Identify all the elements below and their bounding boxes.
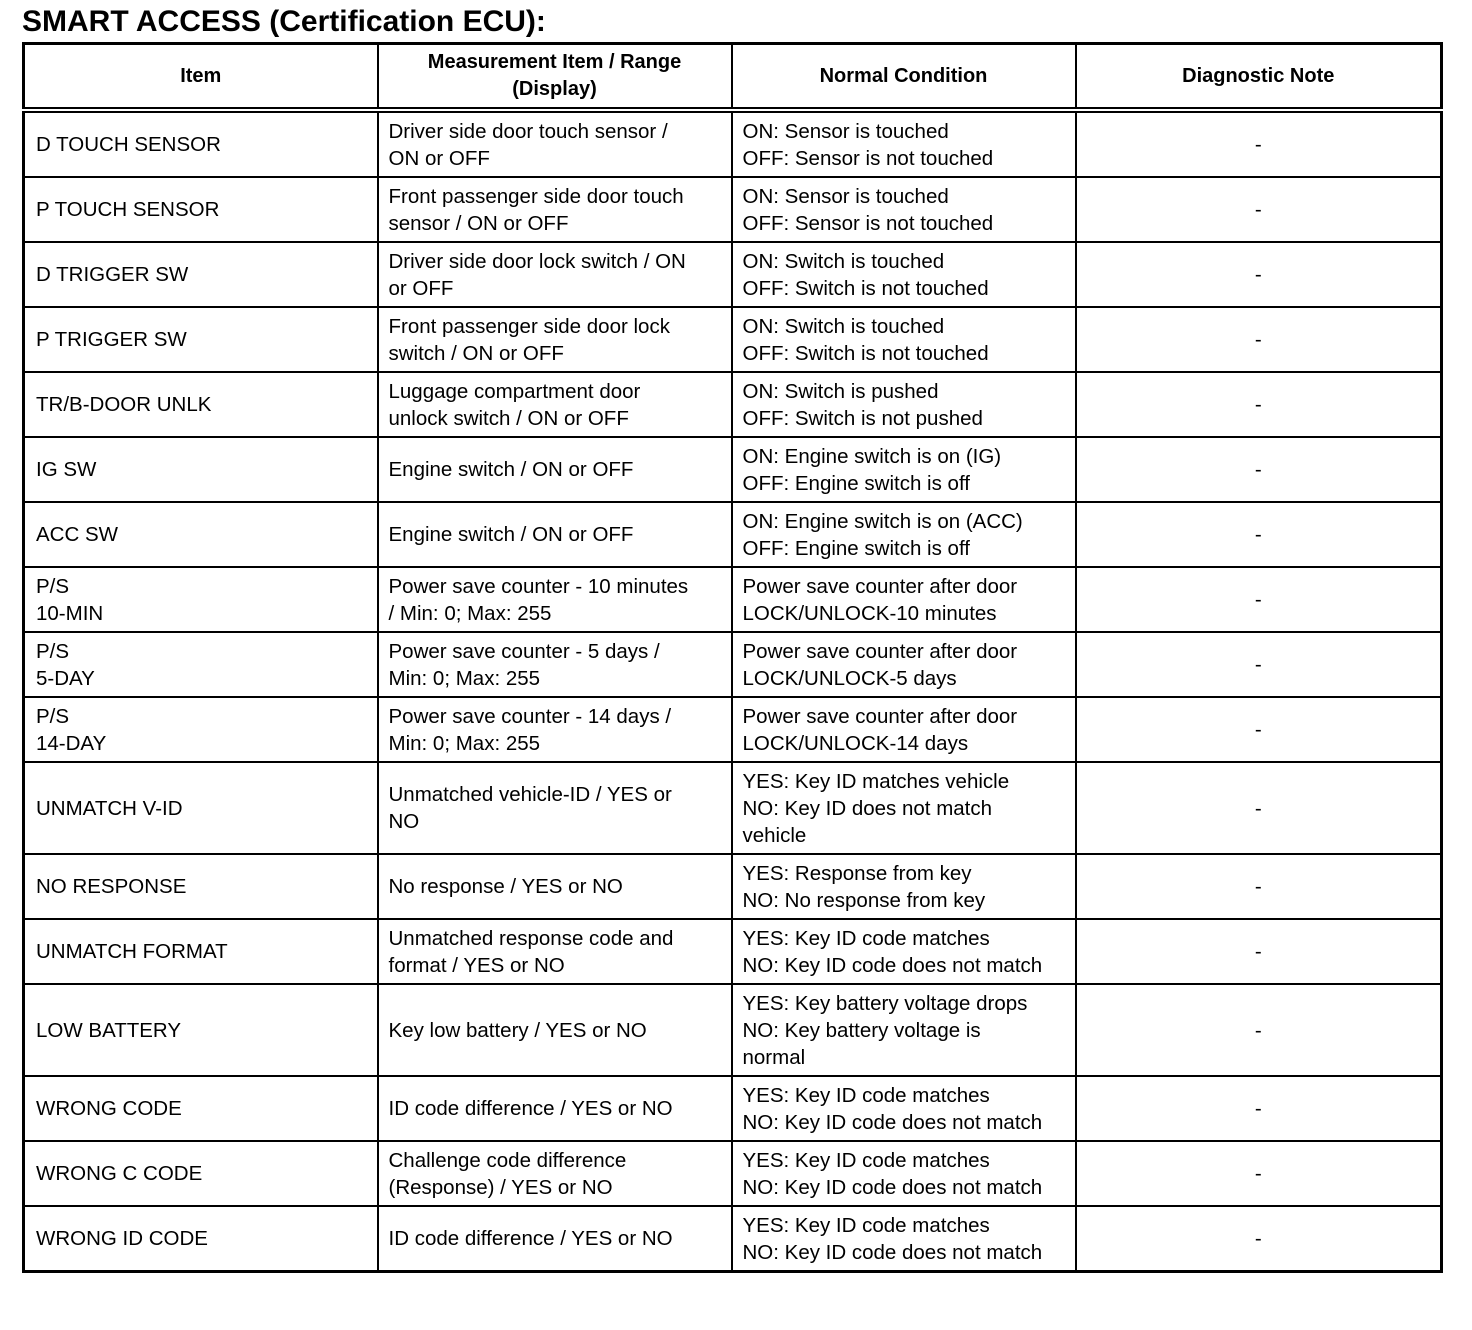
normal-condition-cell-text: OFF: Switch is not touched [742,276,989,300]
normal-condition-cell [732,762,1076,854]
normal-condition-cell [732,1206,1076,1272]
item-cell [24,854,378,919]
page-title: SMART ACCESS (Certification ECU): [22,5,546,38]
measurement-cell [378,567,732,632]
normal-condition-cell-text: OFF: Engine switch is off [742,471,970,495]
measurement-cell [378,762,732,854]
normal-condition-cell-text: YES: Key ID code matches [742,1148,990,1172]
table-row [24,502,1442,567]
measurement-cell-text: ON or OFF [388,146,490,170]
header-text: Diagnostic Note [1182,64,1335,87]
item-cell [24,762,378,854]
diagnostic-note-cell: - [1076,502,1442,567]
measurement-cell-text: Power save counter - 5 days / [388,639,660,663]
measurement-cell [378,1141,732,1206]
measurement-cell [378,110,732,177]
diagnostic-note-cell: - [1076,110,1442,177]
table-row [24,1076,1442,1141]
item-cell [24,502,378,567]
measurement-cell-text: Luggage compartment door [388,379,641,403]
normal-condition-cell-text: NO: Key ID code does not match [742,1110,1043,1134]
measurement-cell-text: / Min: 0; Max: 255 [388,601,552,625]
header-item [24,44,378,111]
header-text: Item [180,64,222,87]
item-cell-text: TR/B-DOOR UNLK [36,393,212,416]
normal-condition-cell-text: vehicle [742,823,807,847]
table-body [24,110,1442,1272]
normal-condition-cell [732,177,1076,242]
normal-condition-cell [732,1141,1076,1206]
normal-condition-cell-text: Power save counter after door [742,639,1018,663]
normal-condition-cell-text: OFF: Switch is not pushed [742,406,983,430]
normal-condition-cell-text: ON: Engine switch is on (ACC) [742,509,1023,533]
normal-condition-cell-text: NO: Key ID code does not match [742,1240,1043,1264]
normal-condition-cell-text: ON: Switch is touched [742,249,945,273]
normal-condition-cell-text: Power save counter after door [742,574,1018,598]
table-row [24,762,1442,854]
measurement-cell-text: ID code difference / YES or NO [388,1097,673,1120]
item-cell-text: 5-DAY [36,666,95,690]
normal-condition-cell [732,854,1076,919]
item-cell-text: P TRIGGER SW [36,328,187,351]
table-row [24,567,1442,632]
header-diagnostic-note [1076,44,1442,111]
item-cell-text: 10-MIN [36,601,104,625]
header-measurement [378,44,732,111]
diagnostic-note-cell: - [1076,242,1442,307]
diagnostic-note-cell: - [1076,854,1442,919]
measurement-cell-text: Power save counter - 14 days / [388,704,672,728]
normal-condition-cell-text: LOCK/UNLOCK-10 minutes [742,601,997,625]
item-cell-text: P TOUCH SENSOR [36,198,220,221]
item-cell-text: IG SW [36,458,97,481]
measurement-cell-text: unlock switch / ON or OFF [388,406,629,430]
table-row [24,984,1442,1076]
table-row [24,632,1442,697]
item-cell [24,177,378,242]
normal-condition-cell [732,984,1076,1076]
item-cell [24,567,378,632]
diagnostic-note-cell: - [1076,697,1442,762]
measurement-cell [378,372,732,437]
diagnostic-note-cell: - [1076,1141,1442,1206]
normal-condition-cell-text: YES: Key ID matches vehicle [742,769,1010,793]
diagnostic-note-cell: - [1076,372,1442,437]
normal-condition-cell-text: ON: Switch is touched [742,314,945,338]
normal-condition-cell-text: LOCK/UNLOCK-5 days [742,666,957,690]
measurement-cell-text: or OFF [388,276,454,300]
measurement-cell-text: Challenge code difference [388,1148,627,1172]
item-cell [24,372,378,437]
diagnostic-note-cell: - [1076,762,1442,854]
measurement-cell-text: (Response) / YES or NO [388,1175,613,1199]
table-row [24,919,1442,984]
measurement-cell [378,437,732,502]
item-cell-text: UNMATCH V-ID [36,796,183,820]
normal-condition-cell-text: ON: Sensor is touched [742,119,949,143]
measurement-cell-text: Front passenger side door touch [388,184,684,208]
table-row [24,1206,1442,1272]
header-normal-condition [732,44,1076,111]
table-row [24,1141,1442,1206]
diagnostic-note-cell: - [1076,567,1442,632]
normal-condition-cell-text: YES: Response from key [742,861,972,885]
measurement-cell-text: Engine switch / ON or OFF [388,458,634,481]
item-cell [24,1076,378,1141]
measurement-cell-text: Unmatched response code and [388,926,674,950]
measurement-cell-text: sensor / ON or OFF [388,211,569,235]
table-row [24,307,1442,372]
item-cell-text: WRONG ID CODE [36,1227,208,1250]
item-cell [24,1206,378,1272]
measurement-cell [378,177,732,242]
measurement-cell-text: ID code difference / YES or NO [388,1227,673,1250]
diagnostic-note-cell: - [1076,1076,1442,1141]
normal-condition-cell [732,242,1076,307]
normal-condition-cell-text: OFF: Sensor is not touched [742,211,994,235]
item-cell-text: WRONG CODE [36,1097,182,1120]
measurement-cell-text: Min: 0; Max: 255 [388,666,541,690]
measurement-cell-text: format / YES or NO [388,953,565,977]
measurement-cell [378,984,732,1076]
item-cell [24,110,378,177]
item-cell [24,984,378,1076]
normal-condition-cell-text: OFF: Engine switch is off [742,536,970,560]
item-cell-text: P/S [36,639,70,663]
item-cell-text: LOW BATTERY [36,1018,182,1042]
normal-condition-cell [732,110,1076,177]
measurement-cell [378,632,732,697]
measurement-cell-text: Front passenger side door lock [388,314,670,338]
normal-condition-cell-text: OFF: Switch is not touched [742,341,989,365]
item-cell [24,632,378,697]
normal-condition-cell-text: NO: Key battery voltage is [742,1018,981,1042]
header-text: Measurement Item / Range [427,51,682,73]
measurement-cell [378,502,732,567]
normal-condition-cell-text: ON: Switch is pushed [742,379,939,403]
measurement-cell-text: Min: 0; Max: 255 [388,731,541,755]
measurement-cell [378,1206,732,1272]
item-cell [24,697,378,762]
measurement-cell [378,242,732,307]
normal-condition-cell-text: NO: No response from key [742,888,986,912]
table-row [24,242,1442,307]
diagnostic-note-cell: - [1076,177,1442,242]
table-row [24,854,1442,919]
diagnostic-note-cell: - [1076,632,1442,697]
measurement-cell-text: Driver side door lock switch / ON [388,249,686,273]
item-cell-text: UNMATCH FORMAT [36,940,228,963]
measurement-cell-text: Unmatched vehicle-ID / YES or [388,783,672,806]
table-row [24,697,1442,762]
header-text: Normal Condition [819,64,988,87]
item-cell-text: D TOUCH SENSOR [36,133,221,156]
item-cell-text: D TRIGGER SW [36,263,189,286]
measurement-cell-text: Power save counter - 10 minutes [388,574,689,598]
normal-condition-cell [732,307,1076,372]
measurement-cell [378,307,732,372]
measurement-cell-text: NO [388,810,420,833]
table-row [24,177,1442,242]
normal-condition-cell-text: NO: Key ID does not match [742,796,993,820]
diagnostic-note-cell: - [1076,1206,1442,1272]
item-cell-text: P/S [36,574,70,598]
header-row [24,44,1442,111]
item-cell [24,242,378,307]
normal-condition-cell [732,919,1076,984]
normal-condition-cell-text: ON: Sensor is touched [742,184,949,208]
normal-condition-cell-text: NO: Key ID code does not match [742,953,1043,977]
normal-condition-cell [732,1076,1076,1141]
diagnostic-note-cell: - [1076,437,1442,502]
normal-condition-cell-text: normal [742,1045,806,1069]
measurement-cell [378,854,732,919]
item-cell-text: NO RESPONSE [36,875,187,898]
item-cell-text: ACC SW [36,523,118,546]
measurement-cell-text: Driver side door touch sensor / [388,119,668,143]
normal-condition-cell-text: LOCK/UNLOCK-14 days [742,731,969,755]
normal-condition-cell-text: NO: Key ID code does not match [742,1175,1043,1199]
normal-condition-cell [732,632,1076,697]
normal-condition-cell [732,502,1076,567]
normal-condition-cell-text: OFF: Sensor is not touched [742,146,994,170]
normal-condition-cell-text: YES: Key battery voltage drops [742,991,1028,1015]
measurement-cell [378,1076,732,1141]
item-cell [24,919,378,984]
normal-condition-cell-text: YES: Key ID code matches [742,926,990,950]
measurement-cell-text: No response / YES or NO [388,875,623,898]
normal-condition-cell [732,437,1076,502]
header-text: (Display) [512,78,597,100]
item-cell [24,307,378,372]
measurement-cell-text: switch / ON or OFF [388,341,564,365]
diagnostic-note-cell: - [1076,919,1442,984]
normal-condition-cell-text: YES: Key ID code matches [742,1213,990,1237]
measurement-cell [378,919,732,984]
normal-condition-cell-text: Power save counter after door [742,704,1018,728]
diagnostic-note-cell: - [1076,984,1442,1076]
normal-condition-cell [732,567,1076,632]
measurement-cell [378,697,732,762]
item-cell-text: WRONG C CODE [36,1162,203,1185]
table-row [24,437,1442,502]
table-row [24,372,1442,437]
normal-condition-cell-text: YES: Key ID code matches [742,1083,990,1107]
item-cell-text: 14-DAY [36,731,107,755]
normal-condition-cell-text: ON: Engine switch is on (IG) [742,444,1002,468]
measurement-cell-text: Engine switch / ON or OFF [388,523,634,546]
item-cell [24,437,378,502]
item-cell [24,1141,378,1206]
data-table [22,42,1443,1273]
diagnostic-note-cell: - [1076,307,1442,372]
normal-condition-cell [732,697,1076,762]
normal-condition-cell [732,372,1076,437]
measurement-cell-text: Key low battery / YES or NO [388,1018,647,1042]
table-row [24,110,1442,177]
item-cell-text: P/S [36,704,70,728]
